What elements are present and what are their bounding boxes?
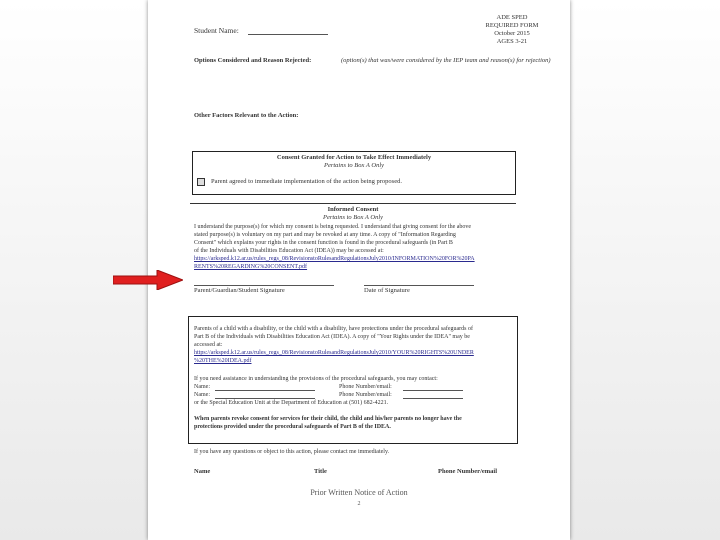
contact-name-label: Name: <box>194 384 210 390</box>
options-label: Options Considered and Reason Rejected: <box>194 57 312 64</box>
name-column-label: Name <box>194 468 211 475</box>
informed-consent-rule <box>190 203 516 204</box>
header-line: REQUIRED FORM <box>485 22 539 29</box>
header-line: AGES 3-21 <box>496 38 528 45</box>
consent-text-line: I understand the purpose(s) for which my consent is being requested. I understand that giving consent for the above <box>194 224 472 230</box>
contact-name-line <box>215 390 315 391</box>
consent-text-line: of the Individuals with Disabilities Education Act (IDEA)) may be accessed at: <box>194 248 384 254</box>
form-header <box>462 14 562 46</box>
page-number: 2 <box>357 501 361 507</box>
date-signature-label: Date of Signature <box>364 287 410 294</box>
contact-phone-label: Phone Number/email: <box>339 384 392 390</box>
safeguards-text-line: accessed at: <box>194 342 223 348</box>
contact-name-label: Name: <box>194 392 210 398</box>
safeguards-box <box>188 316 518 444</box>
date-signature-line <box>364 285 474 286</box>
header-line: ADE SPED <box>496 14 528 21</box>
consent-text-line: Consent" which explains your rights in the consent function is found in the procedural safeguards (in Part B <box>194 240 453 246</box>
contact-phone-line <box>403 398 463 399</box>
informed-consent-subtitle: Pertains to Box A Only <box>322 214 384 221</box>
consent-box-subtitle: Pertains to Box A Only <box>323 162 385 169</box>
safeguards-text-line: Parents of a child with a disability, or the child with a disability, have protections under the procedural safeguards of <box>194 326 473 332</box>
consent-text-line: stated purpose(s) is voluntary on my part and may be revoked at any time. A copy of "Information Regarding <box>194 232 456 238</box>
consent-box <box>192 151 516 195</box>
immediate-consent-checkbox[interactable] <box>197 178 205 186</box>
consent-box-title: Consent Granted for Action to Take Effect Immediately <box>276 154 432 161</box>
assistance-line: If you need assistance in understanding the provisions of the procedural safeguards, you may contact: <box>194 376 438 382</box>
options-label-italic: (option(s) that was/were considered by the IEP team and reason(s) for rejection) <box>341 57 551 64</box>
contact-phone-label: Phone Number/email: <box>339 392 392 398</box>
document-page <box>148 0 570 540</box>
student-name-line <box>248 34 328 35</box>
footer-title: Prior Written Notice of Action <box>310 488 408 497</box>
contact-name-line <box>215 398 315 399</box>
other-factors-label: Other Factors Relevant to the Action: <box>194 112 299 119</box>
informed-consent-title: Informed Consent <box>327 206 379 213</box>
header-line: October 2015 <box>494 30 530 37</box>
red-arrow-icon <box>113 270 183 290</box>
safeguards-link[interactable]: %20THE%20IDEA.pdf <box>194 358 252 364</box>
parent-signature-line <box>194 285 334 286</box>
parent-signature-label: Parent/Guardian/Student Signature <box>194 287 285 294</box>
contact-phone-line <box>403 390 463 391</box>
revoke-consent-line: When parents revoke consent for services for their child, the child and his/her parents no longer have the <box>194 416 462 422</box>
contact-instruction: If you have any questions or object to this action, please contact me immediately. <box>194 449 390 455</box>
safeguards-link[interactable]: https://arksped.k12.ar.us/rules_regs_08/RevisionstoRulesandRegulationsJuly2010/YOUR%20RIGHTS%20UNDER <box>194 350 474 356</box>
education-unit-line: or the Special Education Unit at the Department of Education at (501) 682-4221. <box>194 400 389 406</box>
revoke-consent-line: protections provided under the procedural safeguards of Part B of the IDEA. <box>194 424 391 430</box>
consent-link[interactable]: RENTS%20REGARDING%20CONSENT.pdf <box>194 264 308 270</box>
phone-column-label: Phone Number/email <box>438 468 498 475</box>
checkbox-label: Parent agreed to immediate implementation of the action being proposed. <box>211 178 402 185</box>
student-name-label: Student Name: <box>194 26 239 35</box>
safeguards-text-line: Part B of the Individuals with Disabilities Education Act (IDEA). A copy of "Your Rights under the IDEA" may be <box>194 334 470 340</box>
consent-link[interactable]: https://arksped.k12.ar.us/rules_regs_08/RevisionstoRulesandRegulationsJuly2010/INFORMATION%20FOR%20PA <box>194 256 475 262</box>
title-column-label: Title <box>314 468 327 475</box>
